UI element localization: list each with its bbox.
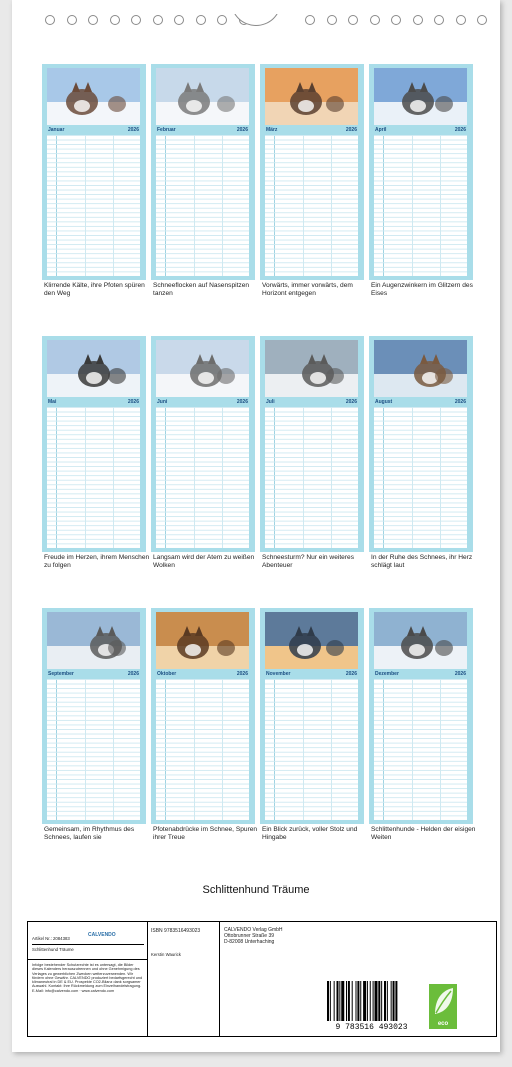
month-header — [47, 127, 140, 134]
month-card — [260, 64, 364, 280]
month-card — [42, 64, 146, 280]
month-header — [374, 127, 467, 134]
binding-hole — [131, 15, 141, 25]
calendar-sheet — [12, 0, 500, 1052]
binding-hole — [110, 15, 120, 25]
barcode-number: 9 783516 493023 — [335, 1023, 408, 1032]
day-grid — [265, 135, 358, 276]
husky-portrait-photo — [47, 612, 140, 669]
husky-lying-photo — [156, 340, 249, 397]
huskies-winter-photo — [374, 612, 467, 669]
month-year: 2026 — [345, 671, 357, 677]
month-year: 2026 — [127, 127, 139, 133]
binding-hole — [67, 15, 77, 25]
month-name: September — [48, 671, 74, 677]
binding-hole — [370, 15, 380, 25]
month-caption: Langsam wird der Atem zu weißen Wolken — [153, 554, 255, 569]
dogs-at-window-photo — [374, 340, 467, 397]
article-number: Artikel Nr.: 2084383 — [32, 936, 70, 941]
calendar-title: Schlittenhund Träume — [202, 884, 310, 896]
barcode — [323, 981, 420, 1033]
month-header — [265, 399, 358, 406]
month-year: 2026 — [345, 399, 357, 405]
month-caption: Freude im Herzen, ihrem Menschen zu folgen — [44, 554, 150, 569]
binding-hole — [217, 15, 227, 25]
month-caption: Ein Blick zurück, voller Stolz und Hingabe — [262, 826, 358, 841]
day-grid — [47, 135, 140, 276]
binding-hole — [153, 15, 163, 25]
day-grid — [156, 135, 249, 276]
binding-hole — [174, 15, 184, 25]
day-grid — [47, 407, 140, 548]
month-name: Oktober — [157, 671, 177, 677]
product-name: Schlittenhund Träume — [32, 947, 74, 952]
binding-hole — [88, 15, 98, 25]
month-header — [156, 127, 249, 134]
leaf-icon — [429, 984, 457, 1019]
month-card — [369, 608, 473, 824]
day-grid — [265, 679, 358, 820]
eco-badge — [429, 984, 457, 1029]
binding-hole — [477, 15, 487, 25]
month-card — [151, 336, 255, 552]
day-grid — [47, 679, 140, 820]
month-name: Januar — [48, 127, 65, 133]
month-header — [265, 127, 358, 134]
month-caption: Schlittenhunde - Helden der eisigen Weiten — [371, 826, 476, 841]
forest-trail-photo — [265, 612, 358, 669]
month-year: 2026 — [454, 399, 466, 405]
month-header — [156, 399, 249, 406]
binding-hole — [456, 15, 466, 25]
month-header — [374, 399, 467, 406]
month-card — [260, 608, 364, 824]
day-grid — [374, 135, 467, 276]
month-header — [156, 671, 249, 678]
month-year: 2026 — [236, 671, 248, 677]
month-caption: Schneesturm? Nur ein weiteres Abenteuer — [262, 554, 354, 569]
eco-label: eco — [437, 1021, 449, 1027]
day-grid — [374, 679, 467, 820]
month-name: Mai — [48, 399, 57, 405]
binding-hole — [391, 15, 401, 25]
month-name: April — [375, 127, 387, 133]
month-name: Juni — [157, 399, 168, 405]
month-year: 2026 — [454, 671, 466, 677]
husky-howling-photo — [374, 68, 467, 125]
brand-logo: CALVENDO — [88, 932, 116, 938]
month-card — [369, 64, 473, 280]
month-header — [374, 671, 467, 678]
month-name: Dezember — [375, 671, 399, 677]
month-caption: Klirrende Kälte, ihre Pfoten spüren den Weg — [44, 282, 145, 297]
husky-musher-photo — [47, 340, 140, 397]
month-header — [47, 399, 140, 406]
binding-hole — [45, 15, 55, 25]
month-year: 2026 — [127, 399, 139, 405]
husky-pack-running-photo — [265, 340, 358, 397]
month-year: 2026 — [454, 127, 466, 133]
month-name: März — [266, 127, 278, 133]
day-grid — [156, 407, 249, 548]
huskies-sunset-photo — [265, 68, 358, 125]
month-name: Juli — [266, 399, 275, 405]
sled-dog-team-photo — [47, 68, 140, 125]
month-caption: Schneeflocken auf Nasenspitzen tanzen — [153, 282, 250, 297]
legal-notice: Infolge bestehender Schutzrechte ist es untersagt, die Bilder dieses Kalenders herauszutrennen und ohne Genehmigung des Verlages zu gewerblichen Zwecken weiterzuverwenden. Wir fördern ohne Gewähr. CALVENDO produziert bedarfsgerecht und klimaneutral in DE & EU. Prospekte CO2-Bilanz dank sorgsamer Auswahl. Kontakt: Ihre Rückmeldung zum Einzelhandelstragung. E-Mail: info@calvendo.com · www.calvendo.com — [32, 963, 143, 993]
sled-dogs-golden-photo — [156, 612, 249, 669]
month-name: November — [266, 671, 291, 677]
month-card — [369, 336, 473, 552]
binding-hole — [327, 15, 337, 25]
imprint-mid-col — [148, 922, 220, 1036]
month-header — [47, 671, 140, 678]
month-caption: Ein Augenzwinkern im Glitzern des Eises — [371, 282, 473, 297]
month-year: 2026 — [345, 127, 357, 133]
month-card — [42, 608, 146, 824]
husky-in-snow-photo — [156, 68, 249, 125]
month-name: Februar — [157, 127, 176, 133]
binding-hole — [413, 15, 423, 25]
month-year: 2026 — [236, 399, 248, 405]
month-card — [260, 336, 364, 552]
imprint-box — [27, 921, 497, 1037]
month-caption: Pfotenabdrücke im Schnee, Spuren ihrer Treue — [153, 826, 258, 841]
month-header — [265, 671, 358, 678]
month-card — [151, 64, 255, 280]
month-year: 2026 — [127, 671, 139, 677]
binding-hole — [434, 15, 444, 25]
publisher-address: CALVENDO Verlag GmbH Ottobrunner Straße 39 D-82008 Unterhaching — [224, 927, 283, 945]
author: Kerstin Waurick — [151, 952, 181, 957]
month-caption: In der Ruhe des Schnees, ihr Herz schlägt laut — [371, 554, 473, 569]
month-card — [42, 336, 146, 552]
day-grid — [374, 407, 467, 548]
binding-hole — [305, 15, 315, 25]
month-year: 2026 — [236, 127, 248, 133]
month-card — [151, 608, 255, 824]
isbn: ISBN 9783516493023 — [151, 928, 201, 934]
binding-hole — [348, 15, 358, 25]
month-caption: Gemeinsam, im Rhythmus des Schnees, laufen sie — [44, 826, 135, 841]
month-caption: Vorwärts, immer vorwärts, dem Horizont entgegen — [262, 282, 353, 297]
imprint-left-col — [28, 922, 148, 1036]
month-name: August — [375, 399, 393, 405]
day-grid — [156, 679, 249, 820]
binding-hole — [196, 15, 206, 25]
day-grid — [265, 407, 358, 548]
